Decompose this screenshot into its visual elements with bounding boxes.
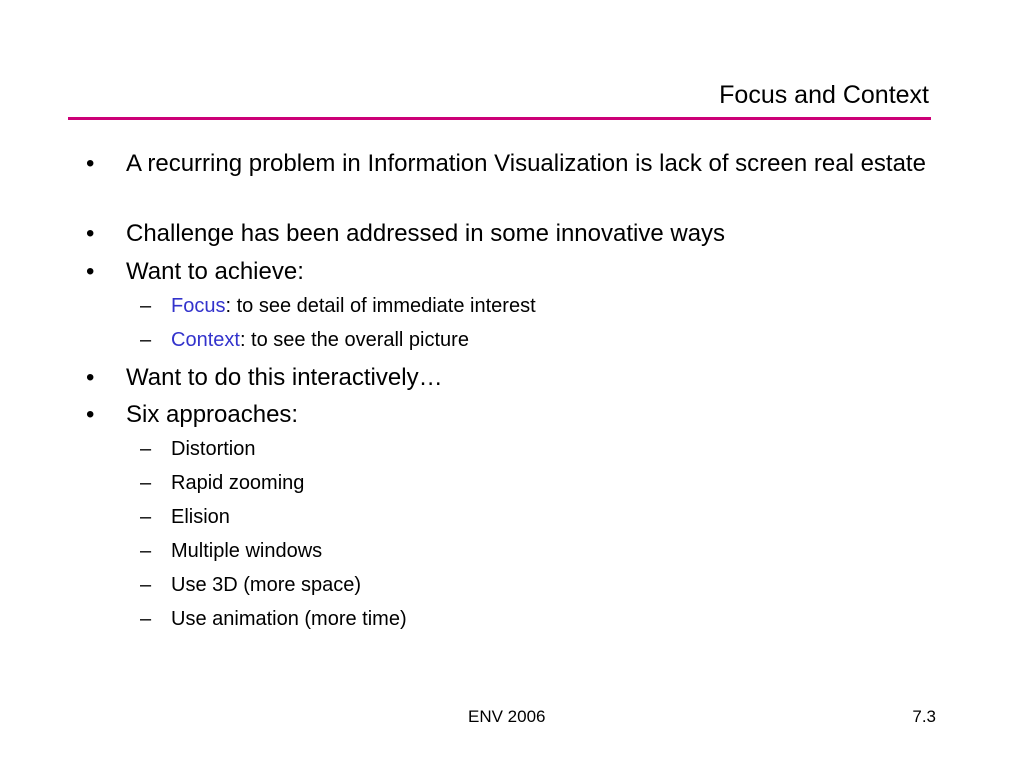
bullet-marker: • [86, 401, 95, 428]
sub-bullet-marker: – [140, 506, 152, 528]
sub-bullet-marker: – [140, 608, 152, 630]
sub-bullet-text: Elision [171, 506, 230, 528]
bullet-text: Want to do this interactively… [126, 364, 443, 391]
slide-title: Focus and Context [719, 81, 929, 109]
sub-bullet-text: Use 3D (more space) [171, 574, 362, 596]
bullet-marker: • [86, 364, 95, 391]
sub-bullet-text: Rapid zooming [171, 472, 305, 494]
sub-bullet-text [171, 327, 469, 353]
bullet-marker: • [86, 150, 95, 177]
sub-bullet-text: Use animation (more time) [171, 608, 407, 630]
bullet-text: Want to achieve: [126, 258, 304, 285]
bullet-marker: • [86, 258, 95, 285]
context-definition: : to see the overall picture [239, 329, 469, 351]
sub-bullet-marker: – [140, 540, 152, 562]
sub-bullet-marker: – [140, 329, 152, 351]
sub-bullet-marker: – [140, 438, 152, 460]
page-number: 7.3 [912, 707, 936, 726]
footer-label: ENV 2006 [468, 707, 546, 726]
sub-bullet-text: Distortion [171, 438, 256, 460]
focus-term: Focus [171, 295, 226, 317]
context-term: Context [171, 329, 240, 351]
bullet-text: A recurring problem in Information Visualization is lack of screen real estate [126, 150, 926, 177]
sub-bullet-marker: – [140, 472, 152, 494]
sub-bullet-text [171, 293, 536, 319]
bullet-text: Challenge has been addressed in some innovative ways [126, 220, 726, 247]
bullet-text: Six approaches: [126, 401, 299, 428]
bullet-marker: • [86, 220, 95, 247]
title-divider [68, 117, 931, 120]
focus-definition: : to see detail of immediate interest [225, 295, 536, 317]
sub-bullet-text: Multiple windows [171, 540, 323, 562]
sub-bullet-marker: – [140, 295, 152, 317]
sub-bullet-marker: – [140, 574, 152, 596]
